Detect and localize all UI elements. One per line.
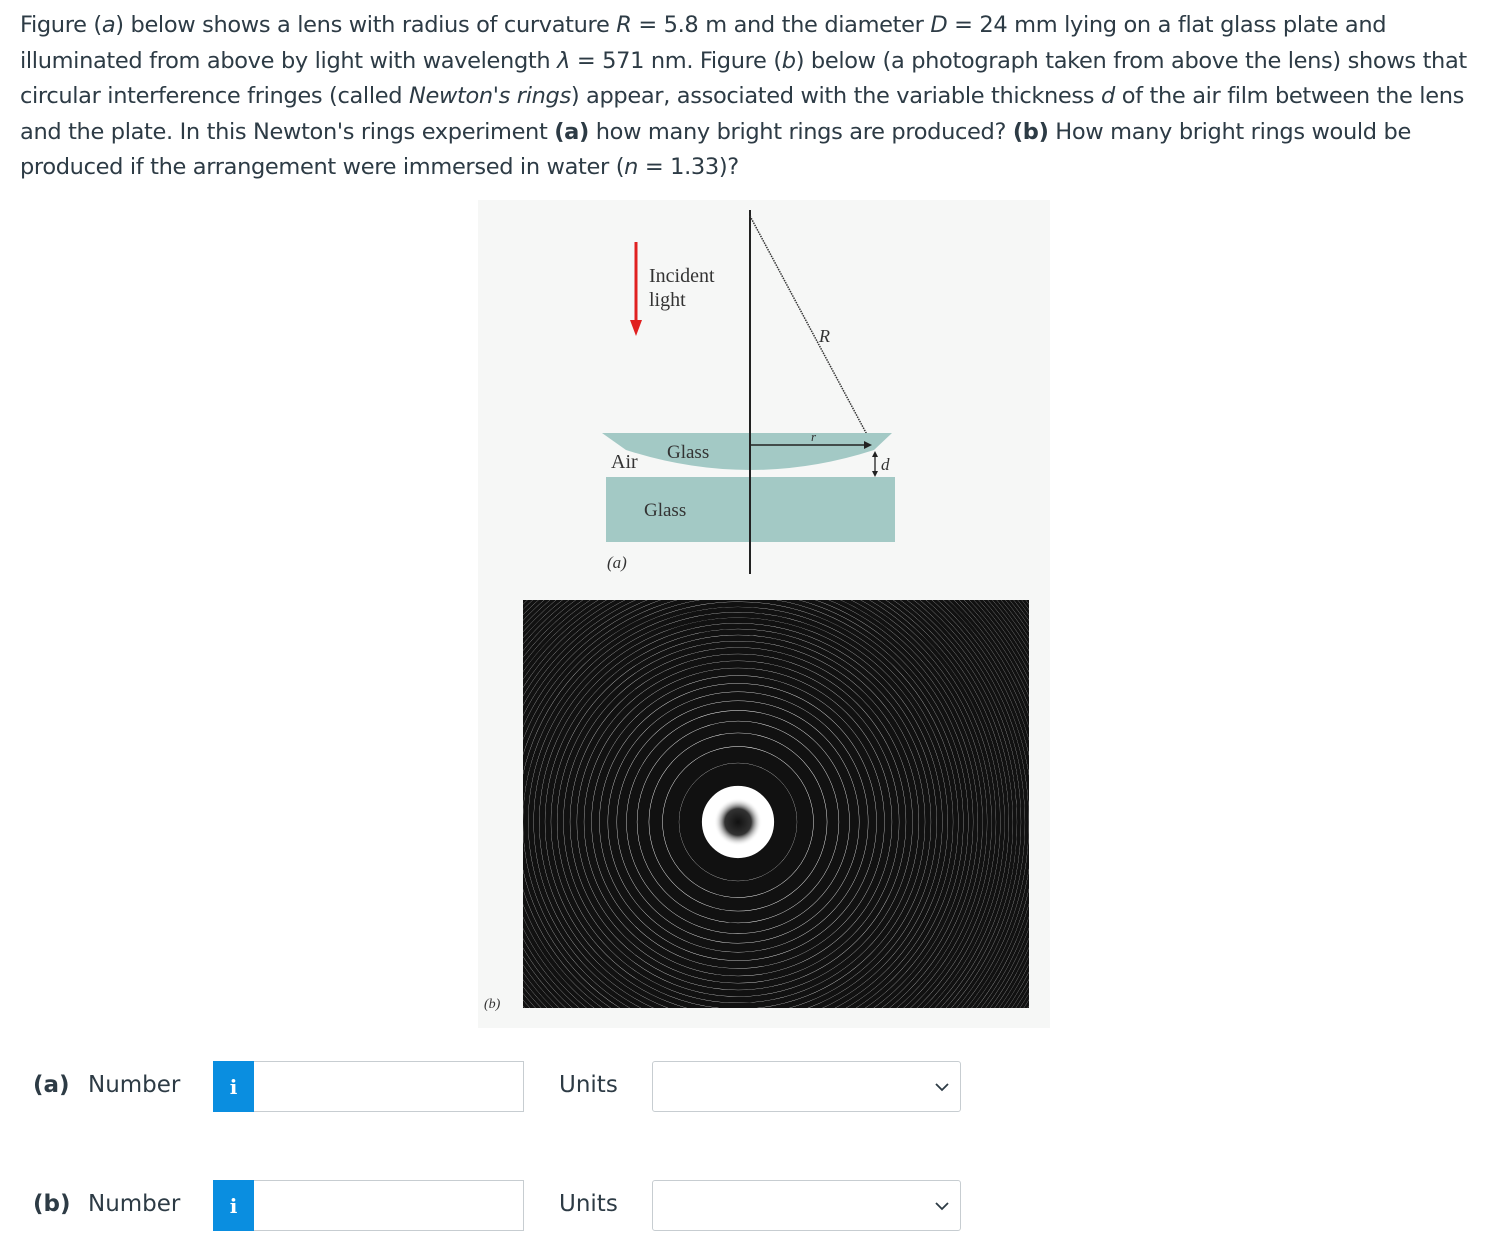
lens-glass-label: Glass: [667, 442, 710, 463]
figure-b-caption: (b): [484, 997, 501, 1012]
question-segment: = 5.8 m and the diameter: [631, 12, 931, 38]
radius-label: R: [819, 326, 830, 346]
question-segment: ) appear, associated with the variable thickness: [570, 83, 1101, 109]
number-input-b[interactable]: [254, 1180, 524, 1231]
question-segment: of the air film between the lens and the plate. In this Newton's rings experiment: [20, 83, 1464, 145]
newtons-rings-figure: [478, 200, 1050, 1028]
chevron-down-icon: [934, 1081, 950, 1093]
incident-light-arrow: [630, 242, 642, 336]
question-segment: n: [624, 154, 639, 180]
question-segment: Newton's rings: [408, 83, 571, 109]
question-segment: (b): [1012, 118, 1049, 145]
answer-row-a: [0, 1061, 1000, 1113]
d-arrowhead-up: [872, 451, 878, 457]
question-text: [20, 8, 1498, 186]
question-segment: = 24 mm lying on a flat glass plate and illuminated from above by light with wavelength: [20, 12, 1387, 74]
incident-label-line2: light: [649, 289, 686, 311]
question-segment: d: [1100, 83, 1115, 109]
chevron-down-icon: [934, 1200, 950, 1212]
d-arrowhead-down: [872, 471, 878, 477]
central-dark-spot: [714, 798, 762, 846]
question-segment: Figure (: [20, 12, 102, 38]
question-segment: b: [781, 47, 796, 74]
question-segment: how many bright rings are produced?: [588, 118, 1013, 145]
glass-lens: [602, 433, 892, 470]
air-label: Air: [611, 451, 638, 473]
interference-rings: [478, 324, 1050, 1028]
plate-glass-label: Glass: [644, 500, 687, 521]
number-label-a: Number: [88, 1072, 181, 1098]
d-label: d: [881, 455, 890, 474]
part-a-label: (a): [33, 1072, 70, 1098]
units-select-a[interactable]: [652, 1061, 961, 1112]
number-label-b: Number: [88, 1191, 181, 1217]
info-icon-button[interactable]: i: [213, 1180, 254, 1231]
answer-row-b: [0, 1180, 1000, 1232]
units-label-b: Units: [559, 1191, 618, 1217]
question-segment: D: [930, 12, 948, 38]
question-segment: How many bright rings would be produced if the arrangement were immersed in water (: [20, 118, 1411, 180]
incident-label-line1: Incident: [649, 265, 715, 287]
units-select-b[interactable]: [652, 1180, 961, 1231]
question-segment: ) below shows a lens with radius of curvature: [115, 12, 617, 38]
figure-svg: [478, 200, 1050, 1028]
figure-a-caption: (a): [607, 553, 627, 572]
radius-line: [750, 216, 872, 444]
newtons-rings-photo: [478, 324, 1050, 1028]
r-label: r: [811, 429, 817, 444]
question-segment: R: [616, 12, 632, 38]
part-b-label: (b): [33, 1191, 71, 1217]
question-segment: = 571 nm. Figure (: [570, 47, 782, 74]
info-icon-button[interactable]: i: [213, 1061, 254, 1112]
question-segment: λ: [557, 47, 571, 74]
question-segment: = 1.33)?: [638, 154, 739, 180]
units-label-a: Units: [559, 1072, 618, 1098]
question-segment: ) below (a photograph taken from above the lens) shows that circular interference fringes (called: [20, 47, 1467, 109]
question-segment: a: [101, 12, 116, 38]
question-segment: (a): [554, 118, 589, 145]
number-input-a[interactable]: [254, 1061, 524, 1112]
